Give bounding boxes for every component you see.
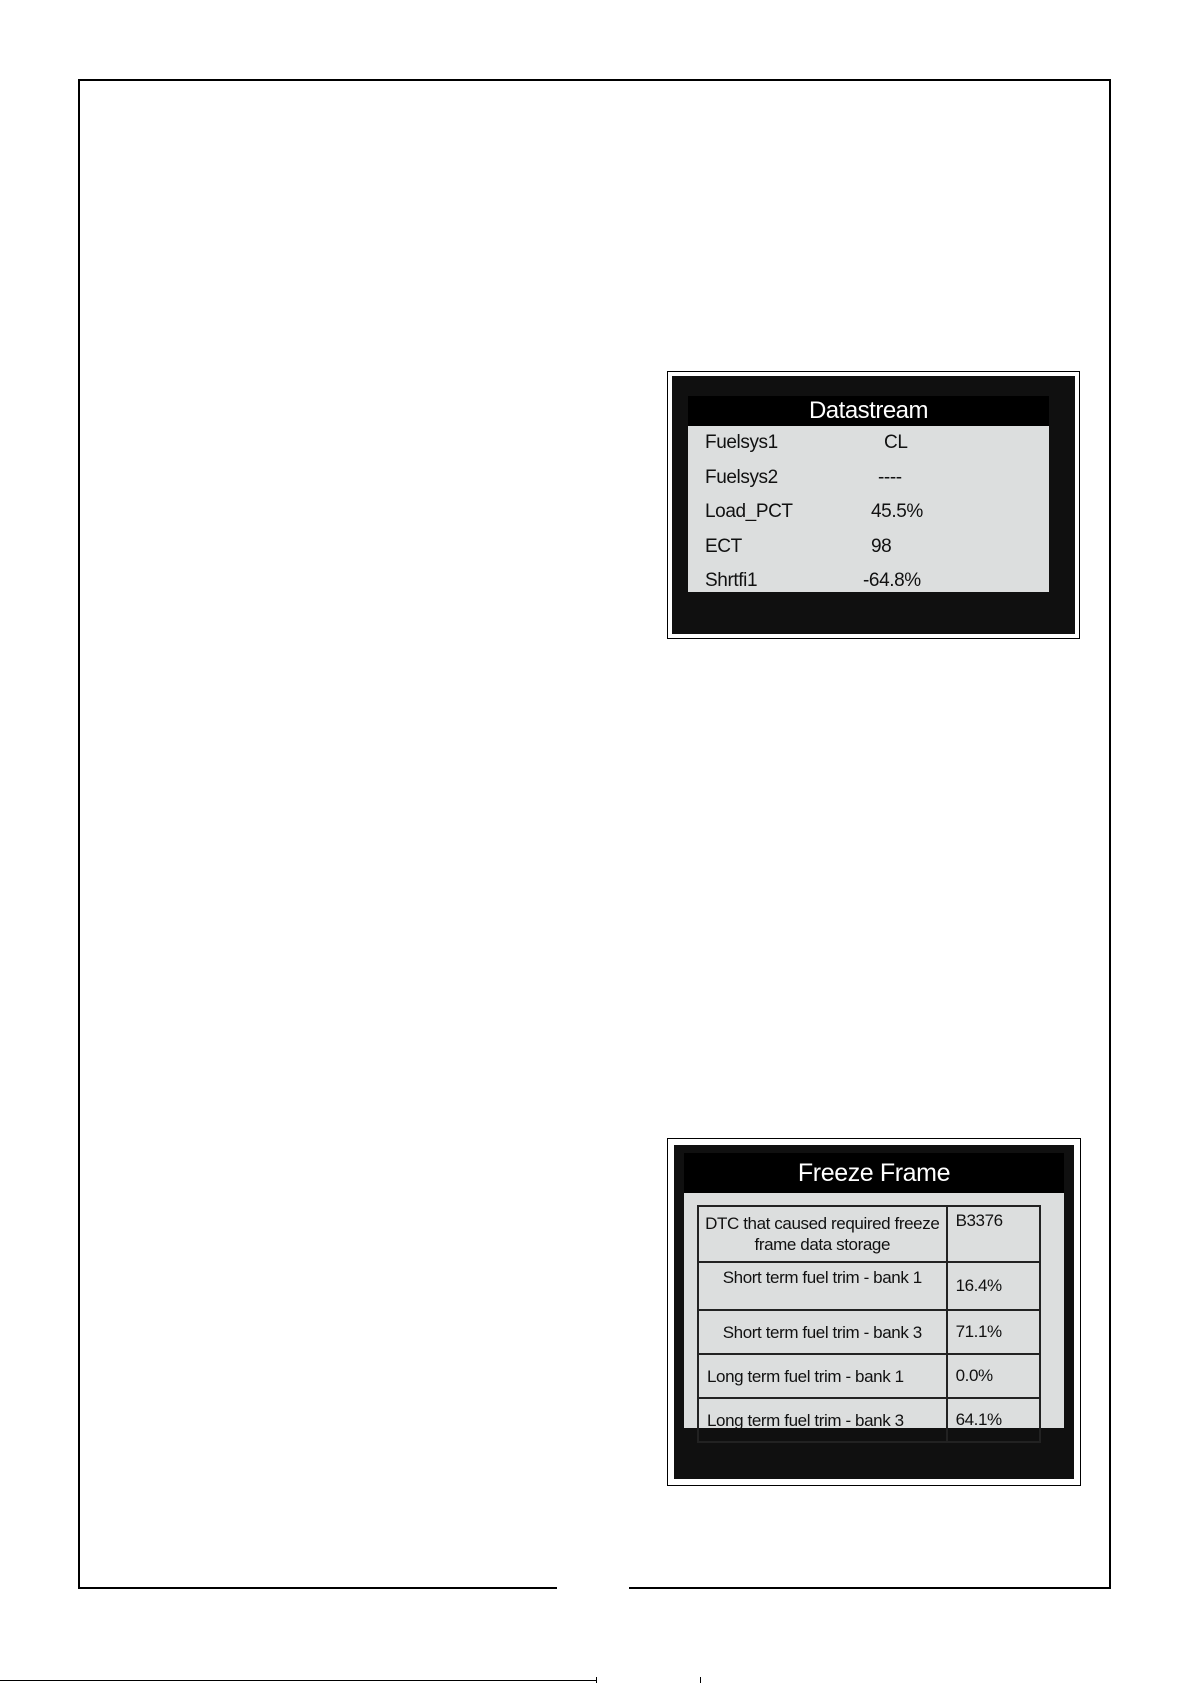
datastream-title: Datastream: [688, 396, 1049, 426]
freeze-frame-label: Short term fuel trim - bank 3: [698, 1310, 947, 1354]
table-row: [698, 1354, 1040, 1398]
freeze-frame-title: Freeze Frame: [684, 1153, 1064, 1193]
datastream-param-name: Fuelsys1: [705, 432, 778, 453]
datastream-param-value: 45.5%: [871, 501, 923, 523]
datastream-row: [688, 530, 1049, 565]
table-row: [698, 1398, 1040, 1442]
datastream-list: [688, 426, 1049, 592]
table-row: [698, 1206, 1040, 1262]
freeze-frame-value: 64.1%: [947, 1398, 1040, 1442]
datastream-param-value: 98: [871, 535, 892, 557]
datastream-param-value: ----: [878, 466, 902, 488]
freeze-frame-label: DTC that caused required freeze frame data storage: [698, 1206, 947, 1262]
freeze-frame-display: [674, 1145, 1074, 1479]
datastream-row: [688, 426, 1049, 461]
footer-tick: [596, 1677, 597, 1683]
datastream-param-name: Shrtfi1: [705, 570, 758, 592]
datastream-param-name: ECT: [705, 535, 742, 557]
datastream-row: [688, 564, 1049, 599]
page-border-bottom-left: [78, 1587, 557, 1589]
freeze-frame-value: 16.4%: [947, 1262, 1040, 1310]
table-row: [698, 1262, 1040, 1310]
footer-rule: [0, 1680, 596, 1681]
table-row: [698, 1310, 1040, 1354]
datastream-param-value: -64.8%: [863, 570, 921, 592]
datastream-row: [688, 495, 1049, 530]
freeze-frame-label: Short term fuel trim - bank 1: [698, 1262, 947, 1310]
freeze-frame-screen: [667, 1138, 1081, 1486]
datastream-param-name: Load_PCT: [705, 501, 793, 523]
freeze-frame-value: 71.1%: [947, 1310, 1040, 1354]
datastream-display: [672, 376, 1075, 634]
datastream-screen: [667, 371, 1080, 639]
freeze-frame-label: Long term fuel trim - bank 3: [698, 1398, 947, 1442]
footer-tick: [700, 1677, 701, 1683]
freeze-frame-table: [697, 1205, 1041, 1443]
freeze-frame-body: [684, 1193, 1064, 1428]
datastream-param-name: Fuelsys2: [705, 466, 778, 488]
freeze-frame-value: B3376: [947, 1206, 1040, 1262]
datastream-param-value: CL: [884, 432, 908, 453]
freeze-frame-value: 0.0%: [947, 1354, 1040, 1398]
freeze-frame-label: Long term fuel trim - bank 1: [698, 1354, 947, 1398]
datastream-row: [688, 461, 1049, 496]
page-border-bottom-right: [629, 1587, 1111, 1589]
